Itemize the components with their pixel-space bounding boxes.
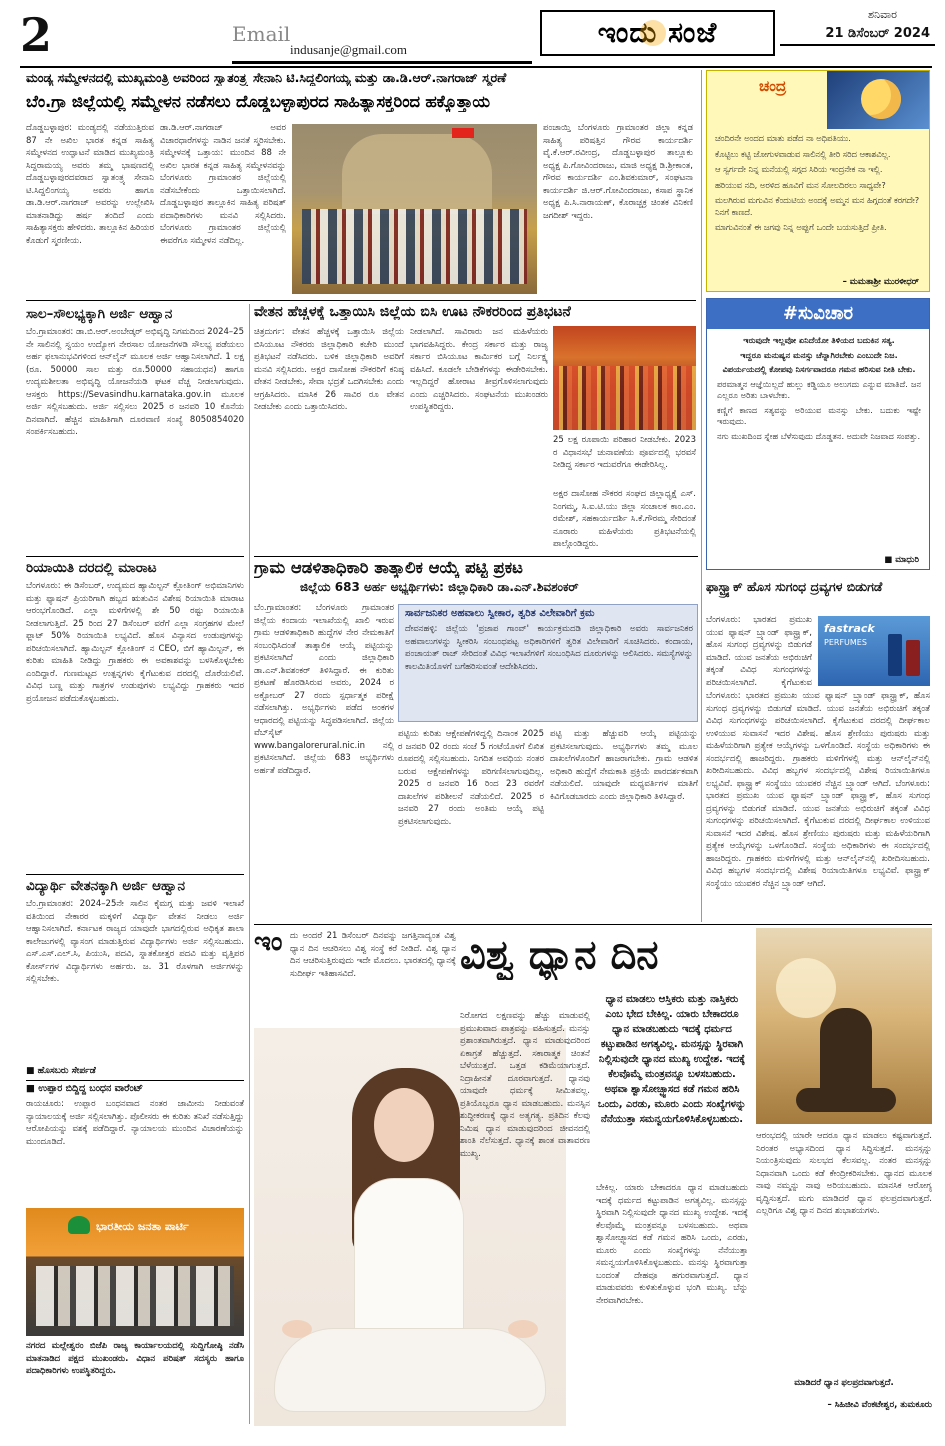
loan-headline: ಸಾಲ–ಸೌಲಭ್ಯಕ್ಕಾಗಿ ಅರ್ಜಿ ಆಹ್ವಾನ — [26, 306, 173, 322]
suvichara-line: ಇದ್ದರೂ ಮನುಷ್ಯನ ಮನಸ್ಸು ಚೆನ್ನಾಗಿರಬೇಕು ಎಂಬುದೇ ನಿಜ. — [740, 349, 898, 360]
sun-icon — [640, 20, 666, 46]
lead-kicker: ಮಂಡ್ಯ ಸಮ್ಮೇಳನದಲ್ಲಿ ಮುಖ್ಯಮಂತ್ರಿ ಅವರಿಂದ ಸ್ವಾತಂತ್ರ್ಯ ಸೇನಾನಿ ಟಿ.ಸಿದ್ದಲಿಂಗಯ್ಯ ಮತ್ತು ಡಾ.ಡಿ.ಆರ್.ನಾಗರಾಜ್ ಸ್ಮರಣೆ — [26, 70, 507, 85]
salary-column-2: ನೀಡಲಾಗಿದೆ. ಸಾವಿರಾರು ಜನ ಮಹಿಳೆಯರು ಭಾಗವಹಿಸಿದ್ದರು. ಕೇಂದ್ರ ಸರ್ಕಾರ ಮತ್ತು ರಾಜ್ಯ ಸರ್ಕಾರ ಬಿಸಿಯೂಟ ಕಾರ್ಮಿಕರ ಬಗ್ಗೆ ನಿರ್ಲಕ್ಷ್ಯ ವಹಿಸಿದೆ. ಕೂಡಲೇ ಬೇಡಿಕೆಗಳನ್ನು ಈಡೇರಿಸಬೇಕು. ಇಲ್ಲದಿದ್ದರೆ ಹೋರಾಟ ತೀವ್ರಗೊಳಿಸಲಾಗುವುದು ಎಂದು ಎಚ್ಚರಿಸಿದರು. ಸಂಘಟನೆಯ ಮುಖಂಡರು ಉಪಸ್ಥಿತರಿದ್ದರು. — [410, 327, 548, 412]
warrant-tag: ■ ಹೊಸಬರು ಸೇರ್ಪಡೆ — [26, 1066, 96, 1076]
chandra-title: ಚಂದ್ರ — [759, 77, 787, 95]
meditation-top-rule — [254, 924, 932, 925]
meditation-column-b: ಬೇಕಿಲ್ಲ. ಯಾರು ಬೇಕಾದರೂ ಧ್ಯಾನ ಮಾಡಬಹುದು ಇದಕ್ಕೆ ಧರ್ಮದ ಕಟ್ಟುಪಾಡಿನ ಅಗತ್ಯವಿಲ್ಲ. ಮನಸ್ಸನ್ನು ಸ್ಥಿರವಾಗಿ ನಿಲ್ಲಿಸುವುದೇ ಧ್ಯಾನದ ಮುಖ್ಯ ಉದ್ದೇಶ. ಇದಕ್ಕೆ ಕೆಲವೊಮ್ಮೆ ಮಂತ್ರವನ್ನೂ ಬಳಸಬಹುದು. ಅಥವಾ ಶ್ವಾಸೋಚ್ಛ್ವಾಸದ ಕಡೆ ಗಮನ ಹರಿಸಿ ಒಂದು, ಎರಡು, ಮೂರು ಎಂದು ಸಂಖ್ಯೆಗಳನ್ನು ನೆನೆಯುತ್ತಾ ಸಮನ್ವಯಗೊಳಿಸಿಕೊಳ್ಳಬಹುದು. ಮನಸ್ಸು ಸ್ಥಿರವಾಗುತ್ತಾ ಬಂದಂತೆ ದೇಹವೂ ಹಗುರವಾಗುತ್ತದೆ. ಧ್ಯಾನ ಮಾಡುವವರು ಕುಳಿತುಕೊಳ್ಳುವ ಭಂಗಿ ಮುಖ್ಯ. ಬೆನ್ನು ನೇರವಾಗಿರಬೇಕು. — [596, 1183, 748, 1306]
suvichara-line: ಪರಮಾತ್ಮನ ಆಜ್ಞೆಯಿಲ್ಲದೆ ಹುಲ್ಲು ಕಡ್ಡಿಯೂ ಅಲುಗದು ಎನ್ನುವ ಮಾತಿದೆ. ಜನ ಎಲ್ಲರೂ ಅರಿತು ಬಾಳಬೇಕು. — [717, 378, 921, 400]
meditation-dropcap: ಇಂ — [254, 927, 283, 957]
suvichara-title: #ಸುವಿಚಾರ — [707, 299, 929, 329]
meditation-column-a: ನಿರೋಗದ ಲಕ್ಷಣವನ್ನು ಹೆಚ್ಚು ಮಾಡುವಲ್ಲಿ ಪ್ರಮುಖವಾದ ಪಾತ್ರವನ್ನು ವಹಿಸುತ್ತದೆ. ಮನಸ್ಸು ಪ್ರಶಾಂತವಾಗಿರುತ್ತದೆ. ಧ್ಯಾನ ಮಾಡುವುದರಿಂದ ಏಕಾಗ್ರತೆ ಹೆಚ್ಚುತ್ತದೆ. ಸಕಾರಾತ್ಮಕ ಚಿಂತನೆ ಬೆಳೆಯುತ್ತದೆ. ಒತ್ತಡ ಕಡಿಮೆಯಾಗುತ್ತದೆ. ನಿದ್ರಾಹೀನತೆ ದೂರವಾಗುತ್ತದೆ. ಧ್ಯಾನವು ಯಾವುದೇ ಧರ್ಮಕ್ಕೆ ಸೀಮಿತವಲ್ಲ. ಪ್ರತಿಯೊಬ್ಬರೂ ಧ್ಯಾನ ಮಾಡಬಹುದು. ಮನಸ್ಸಿನ ಶುದ್ಧೀಕರಣಕ್ಕೆ ಧ್ಯಾನ ಅತ್ಯಗತ್ಯ. ಪ್ರತಿದಿನ ಕೆಲವು ನಿಮಿಷ ಧ್ಯಾನ ಮಾಡುವುದರಿಂದ ಜೀವನದಲ್ಲಿ ಶಾಂತಿ ನೆಲೆಸುತ್ತದೆ. ಧ್ಯಾನಕ್ಕೆ ಶಾಂತ ವಾತಾವರಣ ಮುಖ್ಯ. — [460, 1011, 590, 1159]
public-grievance-box — [398, 604, 698, 722]
discount-headline: ರಿಯಾಯಿತಿ ದರದಲ್ಲಿ ಮಾರಾಟ — [26, 560, 157, 576]
lotus-icon — [68, 1216, 90, 1234]
torso — [354, 1178, 464, 1348]
meditation-closing: ಮಾಡಿದರೆ ಧ್ಯಾನ ಫಲಪ್ರದವಾಗುತ್ತದೆ. — [794, 1378, 894, 1388]
fastrack-ad-line: PERFUMES — [824, 638, 867, 647]
lead-column-2: ಡಾ.ಡಿ.ಆರ್.ನಾಗರಾಜ್ ಅವರ ವಿಚಾರಧಾರೆಗಳನ್ನು ನಾಡಿನ ಜನತೆ ಸ್ಮರಿಸಬೇಕು. ಸಮ್ಮೇಳನಕ್ಕೆ ಒತ್ತಾಯ: ಮುಂದಿನ 88 ನೇ ಅಖಿಲ ಭಾರತ ಕನ್ನಡ ಸಾಹಿತ್ಯ ಸಮ್ಮೇಳನವನ್ನು ಬೆಂಗಳೂರು ಗ್ರಾಮಾಂತರ ಜಿಲ್ಲೆಯಲ್ಲಿ ನಡೆಸಬೇಕೆಂದು ಒತ್ತಾಯಿಸಲಾಗಿದೆ. ದೊಡ್ಡಬಳ್ಳಾಪುರ ತಾಲ್ಲೂಕಿನ ಸಾಹಿತ್ಯ ಪರಿಷತ್ ಪದಾಧಿಕಾರಿಗಳು ಮನವಿ ಸಲ್ಲಿಸಿದರು. ಬೆಂಗಳೂರು ಗ್ರಾಮಾಂತರ ಜಿಲ್ಲೆಯಲ್ಲಿ ಈವರೆಗೂ ಸಮ್ಮೇಳನ ನಡೆದಿಲ್ಲ. — [160, 123, 286, 246]
suvichara-line: ಕಣ್ಣಿಗೆ ಕಾಣದ ಸತ್ಯವನ್ನು ಅರಿಯುವ ಮನಸ್ಸು ಬೇಕು. ಬದುಕು ಇಷ್ಟೇ ಇರುವುದು. — [717, 404, 921, 426]
fastrack-body-cont — [706, 690, 930, 922]
lead-column-3: ಪಂಚಾಯ್ತಿ ಬೆಂಗಳೂರು ಗ್ರಾಮಾಂತರ ಜಿಲ್ಲಾ ಕನ್ನಡ ಸಾಹಿತ್ಯ ಪರಿಷತ್ತಿನ ಗೌರವ ಕಾರ್ಯದರ್ಶಿ ವೈ.ಕೆ.ಆರ್.ರವೀಂದ್ರ, ದೊಡ್ಡಬಳ್ಳಾಪುರ ತಾಲ್ಲೂಕು ಅಧ್ಯಕ್ಷ ಪಿ.ಗೋವಿಂದರಾಜು, ಮಾಜಿ ಅಧ್ಯಕ್ಷ ಡಿ.ಶ್ರೀಕಾಂತ, ಗೌರವ ಕಾರ್ಯದರ್ಶಿ ಎಂ.ಶಿವಕುಮಾರ್, ಸಂಘಟನಾ ಕಾರ್ಯದರ್ಶಿ ಜಿ.ಆರ್.ಗೋವಿಂದರಾಜು, ಕಸಾಪ ಸ್ಥಾನಿಕ ಅಧ್ಯಕ್ಷ ಪಿ.ಸಿ.ನಾರಾಯಣ್, ಕೊರಾಚ್ಚಕ್ರ ಚಿಂತಕ ವಿನಿಕಣಿ ಜಗದೀಶ್ ಇದ್ದರು. — [543, 123, 693, 221]
salary-column-3: ಅಕ್ಷರ ದಾಸೋಹ ನೌಕರರ ಸಂಘದ ಜಿಲ್ಲಾಧ್ಯಕ್ಷೆ ಎಸ್. ನಿಂಗಮ್ಮ, ಸಿ.ಐ.ಟಿ.ಯು ಜಿಲ್ಲಾ ಸಂಚಾಲಕ ಕಾಂ.ಎಂ. ರಮೇಶ್, ಸಹಕಾರ್ಯದರ್ಶಿ ಸಿ.ಕೆ.ಗೌರಮ್ಮ ಸೇರಿದಂತೆ ನೂರಾರು ಮಹಿಳೆಯರು ಪ್ರತಿಭಟನೆಯಲ್ಲಿ ಪಾಲ್ಗೊಂಡಿದ್ದರು. — [553, 489, 696, 549]
fastrack-brand: fastrack — [824, 622, 875, 635]
email-address: indusanje@gmail.com — [290, 42, 408, 57]
lead-bottom-rule — [26, 300, 696, 301]
suvichara-line: ಇರುವುದೇ ಇಲ್ಲವೋ ಏನಿದೆಯೋ ತಿಳಿಯದ ಬದುಕಿನ ಸತ್ಯ. — [743, 335, 895, 345]
column-divider — [701, 70, 702, 922]
flag-icon — [452, 128, 474, 138]
suvichara-line: ವಿಪರ್ಯಯದಲ್ಲಿ ಕೋಪವು ನಿಸರ್ಗವಾದರೂ ಗಮನ ಹರಿಸುವ ನೀತಿ ಬೇಕು. — [722, 364, 916, 374]
top-rule — [20, 66, 932, 68]
silhouette-figure — [820, 1008, 872, 1098]
chandra-box — [706, 70, 930, 292]
fastrack-body-text: ಬೆಂಗಳೂರು: ಭಾರತದ ಪ್ರಮುಖ ಯುವ ಫ್ಯಾಷನ್ ಬ್ರ್ಯಾಂಡ್ ಫಾಸ್ಟ್ರ್ಯಾಕ್, ಹೊಸ ಸುಗಂಧ ದ್ರವ್ಯಗಳನ್ನು ಬಿಡುಗಡೆ ಮಾಡಿದೆ. ಯುವ ಜನತೆಯ ಅಭಿರುಚಿಗೆ ತಕ್ಕಂತೆ ವಿವಿಧ ಸುಗಂಧಗಳನ್ನು ಪರಿಚಯಿಸಲಾಗಿದೆ. ಕೈಗೆಟುಕುವ ದರದಲ್ಲಿ ದೀರ್ಘಕಾಲ ಉಳಿಯುವ ಸುವಾಸನೆ ಇದರ ವಿಶೇಷ. ಹೊಸ ಶ್ರೇಣಿಯು ಪುರುಷರು ಮತ್ತು ಮಹಿಳೆಯರಿಗಾಗಿ ಪ್ರತ್ಯೇಕ ಆಯ್ಕೆಗಳನ್ನು ಒಳಗೊಂಡಿದೆ. ಸಂಸ್ಥೆಯ ಅಧಿಕಾರಿಗಳು ಈ ಸಂದರ್ಭದಲ್ಲಿ ಹಾಜರಿದ್ದರು. ಗ್ರಾಹಕರು ಮಳಿಗೆಗಳಲ್ಲಿ ಮತ್ತು ಆನ್‌ಲೈನ್‌ನಲ್ಲಿ ಖರೀದಿಸಬಹುದು. ವಿವಿಧ ಹಬ್ಬಗಳ ಸಂದರ್ಭದಲ್ಲಿ ವಿಶೇಷ ರಿಯಾಯಿತಿಗಳೂ ಲಭ್ಯವಿವೆ. ಫಾಸ್ಟ್ರ್ಯಾಕ್ ಸಂಸ್ಥೆಯು ಯುವಕರ ನೆಚ್ಚಿನ ಬ್ರ್ಯಾಂಡ್ ಆಗಿದೆ. — [706, 691, 930, 789]
village-subhead: ಜಿಲ್ಲೆಯ 683 ಅರ್ಹ ಅಭ್ಯರ್ಥಿಗಳು: ಜಿಲ್ಲಾಧಿಕಾರಿ ಡಾ.ಎನ್.ಶಿವಶಂಕರ್ — [300, 580, 579, 594]
chandra-poem — [715, 133, 923, 238]
masthead — [0, 0, 945, 66]
warrant-body: ರಾಯಚೂರು: ಉಪ್ಪಾರ ಬಂಧನವಾದ ನಂತರ ಜಾಮೀನು ನೀಡುವಂತೆ ನ್ಯಾಯಾಲಯಕ್ಕೆ ಅರ್ಜಿ ಸಲ್ಲಿಸಲಾಗಿತ್ತು. ಪೊಲೀಸರು ಈ ಕುರಿತು ತನಿಖೆ ನಡೆಸುತ್ತಿದ್ದು ಆರೋಪಿಯನ್ನು ವಶಕ್ಕೆ ಪಡೆದಿದ್ದಾರೆ. ನ್ಯಾಯಾಲಯ ಮುಂದಿನ ವಿಚಾರಣೆಯನ್ನು ಮುಂದೂಡಿದೆ. — [26, 1099, 244, 1147]
crowd — [553, 366, 696, 430]
fastrack-body-text-2: ಬೆಂಗಳೂರು: ಭಾರತದ ಪ್ರಮುಖ ಯುವ ಫ್ಯಾಷನ್ ಬ್ರ್ಯಾಂಡ್ ಫಾಸ್ಟ್ರ್ಯಾಕ್, ಹೊಸ ಸುಗಂಧ ದ್ರವ್ಯಗಳನ್ನು ಬಿಡುಗಡೆ ಮಾಡಿದೆ. ಯುವ ಜನತೆಯ ಅಭಿರುಚಿಗೆ ತಕ್ಕಂತೆ ವಿವಿಧ ಸುಗಂಧಗಳನ್ನು ಪರಿಚಯಿಸಲಾಗಿದೆ. ಕೈಗೆಟುಕುವ ದರದಲ್ಲಿ ದೀರ್ಘಕಾಲ ಉಳಿಯುವ ಸುವಾಸನೆ ಇದರ ವಿಶೇಷ. ಹೊಸ ಶ್ರೇಣಿಯು ಪುರುಷರು ಮತ್ತು ಮಹಿಳೆಯರಿಗಾಗಿ ಪ್ರತ್ಯೇಕ ಆಯ್ಕೆಗಳನ್ನು ಒಳಗೊಂಡಿದೆ. ಸಂಸ್ಥೆಯ ಅಧಿಕಾರಿಗಳು ಈ ಸಂದರ್ಭದಲ್ಲಿ ಹಾಜರಿದ್ದರು. ಗ್ರಾಹಕರು ಮಳಿಗೆಗಳಲ್ಲಿ ಮತ್ತು ಆನ್‌ಲೈನ್‌ನಲ್ಲಿ ಖರೀದಿಸಬಹುದು. ವಿವಿಧ ಹಬ್ಬಗಳ ಸಂದರ್ಭದಲ್ಲಿ ವಿಶೇಷ ರಿಯಾಯಿತಿಗಳೂ ಲಭ್ಯವಿವೆ. ಫಾಸ್ಟ್ರ್ಯಾಕ್ ಸಂಸ್ಥೆಯು ಯುವಕರ ನೆಚ್ಚಿನ ಬ್ರ್ಯಾಂಡ್ ಆಗಿದೆ. — [706, 778, 930, 889]
meditation-title: ವಿಶ್ವ ಧ್ಯಾನ ದಿನ — [460, 932, 659, 978]
bjp-banner-text: ಭಾರತೀಯ ಜನತಾ ಪಾರ್ಟಿ — [96, 1220, 189, 1233]
meditation-pull-quote: ಧ್ಯಾನ ಮಾಡಲು ಆಸ್ತಿಕರು ಮತ್ತು ನಾಸ್ತಿಕರು ಎಂಬ ಭೇದ ಬೇಕಿಲ್ಲ. ಯಾರು ಬೇಕಾದರೂ ಧ್ಯಾನ ಮಾಡಬಹುದು ಇದಕ್ಕೆ ಧರ್ಮದ ಕಟ್ಟುಪಾಡಿನ ಅಗತ್ಯವಿಲ್ಲ. ಮನಸ್ಸನ್ನು ಸ್ಥಿರವಾಗಿ ನಿಲ್ಲಿಸುವುದೇ ಧ್ಯಾನದ ಮುಖ್ಯ ಉದ್ದೇಶ. ಇದಕ್ಕೆ ಕೆಲವೊಮ್ಮೆ ಮಂತ್ರವನ್ನೂ ಬಳಸಬಹುದು. ಅಥವಾ ಶ್ವಾಸೋಚ್ಛ್ವಾಸದ ಕಡೆ ಗಮನ ಹರಿಸಿ ಒಂದು, ಎರಡು, ಮೂರು ಎಂದು ಸಂಖ್ಯೆಗಳನ್ನು ನೆನೆಯುತ್ತಾ ಸಮನ್ವಯಗೊಳಿಸಿಕೊಳ್ಳಬಹುದು. — [597, 994, 747, 1125]
village-column-1: ಬೆಂ.ಗ್ರಾಮಾಂತರ: ಬೆಂಗಳೂರು ಗ್ರಾಮಾಂತರ ಜಿಲ್ಲೆಯ ಕಂದಾಯ ಇಲಾಖೆಯಲ್ಲಿ ಖಾಲಿ ಇರುವ ಗ್ರಾಮ ಆಡಳಿತಾಧಿಕಾರಿ ಹುದ್ದೆಗಳ ನೇರ ನೇಮಕಾತಿಗೆ ಸಂಬಂಧಿಸಿದಂತೆ ತಾತ್ಕಾಲಿಕ ಆಯ್ಕೆ ಪಟ್ಟಿಯನ್ನು ಪ್ರಕಟಿಸಲಾಗಿದೆ ಎಂದು ಜಿಲ್ಲಾಧಿಕಾರಿ ಡಾ.ಎನ್.ಶಿವಶಂಕರ್ ತಿಳಿಸಿದ್ದಾರೆ. ಈ ಕುರಿತು ಪ್ರಕಟಣೆ ಹೊರಡಿಸಿರುವ ಅವರು, 2024 ರ ಅಕ್ಟೋಬರ್ 27 ರಂದು ಸ್ಪರ್ಧಾತ್ಮಕ ಪರೀಕ್ಷೆ ನಡೆಸಲಾಗಿತ್ತು. ಅಭ್ಯರ್ಥಿಗಳು ಪಡೆದ ಅಂಕಗಳ ಆಧಾರದಲ್ಲಿ ಪಟ್ಟಿಯನ್ನು ಸಿದ್ಧಪಡಿಸಲಾಗಿದೆ. ಜಿಲ್ಲೆಯ ವೆಬ್‌ಸೈಟ್ www.bangalorerural.nic.in ನಲ್ಲಿ ಪ್ರಕಟಿಸಲಾಗಿದೆ. ಜಿಲ್ಲೆಯ 683 ಅಭ್ಯರ್ಥಿಗಳು ಅರ್ಹತೆ ಪಡೆದಿದ್ದಾರೆ. — [254, 603, 394, 776]
poem-line: ಕೊಟ್ಟಿಲು ಕಟ್ಟಿ ಜೋಗುಳವಾಡುವ ಸಾಲಿನಲ್ಲಿ ತೀರಿ ಸರಿದ ಆಕಾಶವಿಲ್ಲ. — [715, 148, 891, 159]
sun-glow — [776, 958, 836, 1018]
lead-photo — [292, 124, 537, 294]
salary-rule — [254, 556, 698, 557]
poem-line: ಮಲಗಿರುವ ಮಗುವಿನ ಕೆಂದುಟಿಯ ಅಂದಕ್ಕೆ ಅಮ್ಮನ ಮನ ಹಿಗ್ಗದಂತೆ ಕರಗದೇ? ನಿನಗೆ ಕಾಣದೆ. — [715, 195, 920, 217]
poem-line: ಹರಿಯುವ ನದಿ, ಅರಳಿದ ಹೂವಿಗೆ ಮನ ಸೋಲದಿರಲು ಸಾಧ್ಯವೇ? — [715, 179, 886, 190]
bjp-photo-caption: ನಗರದ ಮಲ್ಲೇಶ್ವರಂ ಬಿಜೆಪಿ ರಾಜ್ಯ ಕಾರ್ಯಾಲಯದಲ್ಲಿ ಸುದ್ದಿಗೋಷ್ಠಿ ನಡೆಸಿ ಮಾತನಾಡಿದ ಪಕ್ಷದ ಮುಖಂಡರು. ವಿಧಾನ ಪರಿಷತ್ ಸದಸ್ಯರು ಹಾಗೂ ಪದಾಧಿಕಾರಿಗಳು ಉಪಸ್ಥಿತರಿದ್ದರು. — [26, 1341, 244, 1376]
meditation-intro: ದು ಅಂದರೆ 21 ಡಿಸೆಂಬರ್ ದಿನವನ್ನು ಜಗತ್ತಿನಾದ್ಯಂತ ವಿಶ್ವ ಧ್ಯಾನ ದಿನ ಆಚರಿಸಲು ವಿಶ್ವ ಸಂಸ್ಥೆ ಕರೆ ನೀಡಿದೆ. ವಿಶ್ವ ಧ್ಯಾನ ದಿನ ಆಚರಿಸುತ್ತಿರುವುದು ಇದೇ ಮೊದಲು. ಭಾರತದಲ್ಲಿ ಧ್ಯಾನಕ್ಕೆ ಸುದೀರ್ಘ ಇತಿಹಾಸವಿದೆ. — [290, 931, 456, 979]
email-label: Email — [232, 22, 291, 46]
poem-line: ಆ ಸ್ವರ್ಗದೇ ನಿನ್ನ ಮನೆಯಲ್ಲಿ ಸಗ್ಗದ ಸಿರಿಯ ಇಂದ್ರನೇಕ ನಾ ಇಲ್ಲಿ. — [715, 164, 883, 174]
suvichara-line: ನಗು ಮುಖದಿಂದ ಸ್ನೇಹ ಬೆಳೆಸುವುದು ದೊಡ್ಡತನ. ಅದುವೇ ನಿಜವಾದ ಸಂಪತ್ತು. — [717, 430, 921, 441]
masthead-rule-left — [232, 61, 532, 64]
protest-photo-caption: 25 ಲಕ್ಷ ರೂಪಾಯಿ ಪರಿಹಾರ ನೀಡಬೇಕು. 2023 ರ ವಿಧಾನಸಭೆ ಚುನಾವಣೆಯ ಪೂರ್ವದಲ್ಲಿ ಭರವಸೆ ನೀಡಿದ್ದ ಸರ್ಕಾರ ಇದುವರೆಗೂ ಈಡೇರಿಸಿಲ್ಲ. — [553, 435, 696, 470]
suvichara-author: ■ ಮಾಧುರಿ — [884, 555, 919, 565]
moon-illustration — [827, 71, 929, 129]
group-of-people — [302, 209, 527, 284]
people-at-table — [36, 1266, 234, 1326]
page-number: 2 — [20, 8, 53, 62]
suvichara-body — [717, 335, 921, 442]
meditation-column-c: ಆರಂಭದಲ್ಲಿ ಯಾರೇ ಆದರೂ ಧ್ಯಾನ ಮಾಡಲು ಕಷ್ಟವಾಗುತ್ತದೆ. ನಿರಂತರ ಅಭ್ಯಾಸದಿಂದ ಧ್ಯಾನ ಸಿದ್ಧಿಸುತ್ತದೆ. ಮನಸ್ಸನ್ನು ನಿಯಂತ್ರಿಸುವುದು ಸುಲಭದ ಕೆಲಸವಲ್ಲ. ನಂತರ ಮನಸ್ಸನ್ನು ನಿಧಾನವಾಗಿ ಒಂದು ಕಡೆ ಕೇಂದ್ರೀಕರಿಸಬೇಕು. ಧ್ಯಾನದ ಮೂಲಕ ನಾವು ನಮ್ಮನ್ನು ನಾವು ಅರಿಯಬಹುದು. ಮಾನಸಿಕ ಆರೋಗ್ಯ ವೃದ್ಧಿಸುತ್ತದೆ. ಮಗು ಮಾಡಿದರೆ ಧ್ಯಾನ ಫಲಪ್ರದವಾಗುತ್ತದೆ. ಎಲ್ಲರಿಗೂ ವಿಶ್ವ ಧ್ಯಾನ ದಿನದ ಶುಭಾಶಯಗಳು. — [756, 1131, 932, 1216]
fastrack-ad-image — [818, 616, 930, 686]
masthead-rule-right — [780, 44, 935, 46]
village-column-3: ಪಟ್ಟಿ ಮತ್ತು ಹೆಚ್ಚುವರಿ ಆಯ್ಕೆ ಪಟ್ಟಿಯನ್ನು ಪ್ರಕಟಿಸಲಾಗುವುದು. ಅಭ್ಯರ್ಥಿಗಳು ತಮ್ಮ ಮೂಲ ದಾಖಲೆಗಳೊಂದಿಗೆ ಹಾಜರಾಗಬೇಕು. ಗ್ರಾಮ ಆಡಳಿತ ಅಧಿಕಾರಿ ಹುದ್ದೆಗೆ ನೇಮಕಾತಿ ಪ್ರಕ್ರಿಯೆ ಪಾರದರ್ಶಕವಾಗಿ ನಡೆಯಲಿದೆ. ಯಾವುದೇ ಮಧ್ಯವರ್ತಿಗಳ ಮಾತಿಗೆ ಕಿವಿಗೊಡಬಾರದು ಎಂದು ಜಿಲ್ಲಾಧಿಕಾರಿ ತಿಳಿಸಿದ್ದಾರೆ. — [550, 729, 698, 802]
lead-headline: ಬೆಂ.ಗ್ರಾ ಜಿಲ್ಲೆಯಲ್ಲಿ ಸಮ್ಮೇಳನ ನಡೆಸಲು ದೊಡ್ಡಬಳ್ಳಾಪುರದ ಸಾಹಿತ್ಯಾಸಕ್ತರಿಂದ ಹಕ್ಕೊತ್ತಾಯ — [26, 92, 490, 111]
hand-left — [282, 1320, 312, 1338]
protest-photo — [553, 326, 696, 430]
village-headline: ಗ್ರಾಮ ಆಡಳಿತಾಧಿಕಾರಿ ತಾತ್ಕಾಲಿಕ ಆಯ್ಕೆ ಪಟ್ಟಿ ಪ್ರಕಟ — [254, 558, 523, 577]
warrant-rule — [26, 1080, 244, 1081]
lead-column-1: ದೊಡ್ಡಬಳ್ಳಾಪುರ: ಮಂಡ್ಯದಲ್ಲಿ ನಡೆಯುತ್ತಿರುವ 87 ನೇ ಅಖಿಲ ಭಾರತ ಕನ್ನಡ ಸಾಹಿತ್ಯ ಸಮ್ಮೇಳನದ ಉದ್ಘಾಟನೆ ಮಾಡಿದ ಮುಖ್ಯಮಂತ್ರಿ ಸಿದ್ದರಾಮಯ್ಯ ಅವರು ತಮ್ಮ ಭಾಷಣದಲ್ಲಿ ದೊಡ್ಡಬಳ್ಳಾಪುರದವರಾದ ಸ್ವಾತಂತ್ರ್ಯ ಸೇನಾನಿ ಟಿ.ಸಿದ್ದಲಿಂಗಯ್ಯ ಅವರು ಹಾಗೂ ಡಾ.ಡಿ.ಆರ್.ನಾಗರಾಜ್ ಅವರನ್ನು ಉಲ್ಲೇಖಿಸಿ ಮಾತನಾಡಿದ್ದು ಹರ್ಷ ತಂದಿದೆ ಎಂದು ಸಾಹಿತ್ಯಾಸಕ್ತರು ಹೇಳಿದರು. ತಾಲ್ಲೂಕಿನ ಹಿರಿಯರ ಕೊಡುಗೆ ಸ್ಮರಣೀಯ. — [26, 123, 154, 246]
paper-name-logo — [540, 10, 775, 56]
loan-rule — [26, 556, 244, 557]
village-column-2: ಪಟ್ಟಿಯ ಕುರಿತು ಆಕ್ಷೇಪಣೆಗಳಿದ್ದಲ್ಲಿ ದಿನಾಂಕ 2025 ರ ಜನವರಿ 02 ರಂದು ಸಂಜೆ 5 ಗಂಟೆಯೊಳಗೆ ಲಿಖಿತ ರೂಪದಲ್ಲಿ ಸಲ್ಲಿಸಬಹುದು. ನಿಗದಿತ ಅವಧಿಯ ನಂತರ ಬರುವ ಆಕ್ಷೇಪಣೆಗಳನ್ನು ಪರಿಗಣಿಸಲಾಗುವುದಿಲ್ಲ. 2025 ರ ಜನವರಿ 16 ರಿಂದ 23 ರವರೆಗೆ ದಾಖಲೆಗಳ ಪರಿಶೀಲನೆ ನಡೆಯಲಿದೆ. 2025 ರ ಜನವರಿ 27 ರಂದು ಅಂತಿಮ ಆಯ್ಕೆ ಪಟ್ಟಿ ಪ್ರಕಟಿಸಲಾಗುವುದು. — [398, 729, 544, 827]
suvichara-box — [706, 298, 930, 570]
perfume-bottle-icon — [888, 634, 902, 676]
fastrack-headline: ಫಾಸ್ಟ್ರ್ಯಾಕ್ ಹೊಸ ಸುಗಂಧ ದ್ರವ್ಯಗಳ ಬಿಡುಗಡೆ — [706, 579, 883, 594]
fastrack-body: ಬೆಂಗಳೂರು: ಭಾರತದ ಪ್ರಮುಖ ಯುವ ಫ್ಯಾಷನ್ ಬ್ರ್ಯಾಂಡ್ ಫಾಸ್ಟ್ರ್ಯಾಕ್, ಹೊಸ ಸುಗಂಧ ದ್ರವ್ಯಗಳನ್ನು ಬಿಡುಗಡೆ ಮಾಡಿದೆ. ಯುವ ಜನತೆಯ ಅಭಿರುಚಿಗೆ ತಕ್ಕಂತೆ ವಿವಿಧ ಸುಗಂಧಗಳನ್ನು ಪರಿಚಯಿಸಲಾಗಿದೆ. ಕೈಗೆಟುಕುವ — [706, 615, 812, 688]
silhouette-legs — [796, 1088, 896, 1112]
salary-headline: ವೇತನ ಹೆಚ್ಚಳಕ್ಕೆ ಒತ್ತಾಯಿಸಿ ಜಿಲ್ಲೆಯ ಬಿಸಿ ಊಟ ನೌಕರರಿಂದ ಪ್ರತಿಭಟನೆ — [254, 304, 571, 320]
public-grievance-title: ಸಾರ್ವಜನಿಕರ ಅಹವಾಲು ಸ್ವೀಕಾರ, ತ್ವರಿತ ವಿಲೇವಾರಿಗೆ ಕ್ರಮ — [405, 608, 595, 619]
discount-rule — [26, 874, 244, 875]
paper-name: ಇಂದು ಸಂಜೆ — [597, 16, 718, 49]
weekday: ಶನಿವಾರ — [868, 8, 897, 21]
bjp-press-photo — [26, 1208, 244, 1336]
poem-line: ಮಾಗುವಿನಂತೆ ಈ ಜಗವು ನಿನ್ನ ಅಪ್ಪುಗೆ ಒಂದೇ ಬಯಸುತ್ತಿದೆ ಪ್ರೀತಿ. — [715, 222, 887, 232]
face — [374, 1088, 434, 1162]
poem-line: ಚಂದಿರನೇ ಅಂದದ ಮಾತು ಪಡೆದ ನಾ ಅಧಿಪತಿಯು. — [715, 133, 851, 143]
moon-icon — [861, 79, 901, 119]
salary-column-1: ಚಿತ್ರದುರ್ಗ: ವೇತನ ಹೆಚ್ಚಳಕ್ಕೆ ಒತ್ತಾಯಿಸಿ ಜಿಲ್ಲೆಯ ಬಿಸಿಯೂಟ ನೌಕರರು ಜಿಲ್ಲಾಧಿಕಾರಿ ಕಚೇರಿ ಮುಂದೆ ಪ್ರತಿಭಟನೆ ನಡೆಸಿದರು. ಬಳಿಕ ಜಿಲ್ಲಾಧಿಕಾರಿ ಅವರಿಗೆ ಮನವಿ ಸಲ್ಲಿಸಿದರು. ಅಕ್ಷರ ದಾಸೋಹ ನೌಕರರಿಗೆ ಕನಿಷ್ಠ ವೇತನ ನೀಡಬೇಕು, ಸೇವಾ ಭದ್ರತೆ ಒದಗಿಸಬೇಕು ಎಂದು ಆಗ್ರಹಿಸಿದರು. ಮಾಸಿಕ 26 ಸಾವಿರ ರೂ ವೇತನ ನೀಡಬೇಕು ಎಂದು ಒತ್ತಾಯಿಸಿದರು. — [254, 327, 404, 412]
issue-date: 21 ಡಿಸೆಂಬರ್ 2024 — [825, 26, 930, 41]
public-grievance-body: ದೇವನಹಳ್ಳಿ: ಜಿಲ್ಲೆಯ 'ಪ್ರಜಾಪ ಗಾಂವ್' ಕಾರ್ಯಕ್ರಮದಡಿ ಜಿಲ್ಲಾಧಿಕಾರಿ ಅವರು ಸಾರ್ವಜನಿಕರ ಅಹವಾಲುಗಳನ್ನು ಸ್ವೀಕರಿಸಿ ಸಂಬಂಧಪಟ್ಟ ಅಧಿಕಾರಿಗಳಿಗೆ ತ್ವರಿತ ವಿಲೇವಾರಿಗೆ ಸೂಚಿಸಿದರು. ಕಂದಾಯ, ಪಂಚಾಯತ್ ರಾಜ್ ಸೇರಿದಂತೆ ವಿವಿಧ ಇಲಾಖೆಗಳಿಗೆ ಸಂಬಂಧಿಸಿದ ದೂರುಗಳನ್ನು ಆಲಿಸಿದರು. ಸಮಸ್ಯೆಗಳನ್ನು ಕಾಲಮಿತಿಯೊಳಗೆ ಬಗೆಹರಿಸುವಂತೆ ಆದೇಶಿಸಿದರು. — [405, 624, 693, 672]
warrant-headline: ■ ಉಪ್ಪಾರ ಬಿದ್ದಿದ್ದ ಬಂಧನ ವಾರೆಂಟ್ — [26, 1083, 144, 1094]
scholarship-headline: ವಿದ್ಯಾರ್ಥಿ ವೇತನಕ್ಕಾಗಿ ಅರ್ಜಿ ಆಹ್ವಾನ — [26, 878, 186, 894]
arch-structure — [342, 134, 492, 214]
meditation-author: – ಸಿಹಿಜೀವಿ ವೆಂಕಟೇಶ್ವರ, ತುಮಕೂರು — [827, 1400, 932, 1410]
chandra-author: – ಮಮತಾಶ್ರೀ ಮುರಳೀಧರ್ — [842, 277, 919, 287]
discount-body: ಬೆಂಗಳೂರು: ಈ ಡಿಸೆಂಬರ್, ಉದ್ಯಮದ ಹ್ಯಾಮಿಲ್ಟನ್ ಕ್ಲೋತಿಂಗ್ ಅಭಿಮಾನಿಗಳು ಮತ್ತು ಫ್ಯಾಷನ್ ಪ್ರಿಯರಿಗಾಗಿ ಹಬ್ಬದ ಋತುವಿನ ವಿಶೇಷ ರಿಯಾಯಿತಿ ಮಾರಾಟ ಆರಂಭಗೊಂಡಿದೆ. ಎಲ್ಲಾ ಮಳಿಗೆಗಳಲ್ಲಿ ಶೇ 50 ರಷ್ಟು ರಿಯಾಯಿತಿ ನೀಡಲಾಗುತ್ತಿದೆ. 25 ರಿಂದ 27 ಡಿಸೆಂಬರ್ ವರೆಗೆ ಎಲ್ಲಾ ಸಂಗ್ರಹಗಳ ಮೇಲೆ ಫ್ಲಾಟ್ 50% ರಿಯಾಯಿತಿ ಲಭ್ಯವಿದೆ. ಹೊಸ ವಿನ್ಯಾಸದ ಉಡುಪುಗಳನ್ನು ಪರಿಚಯಿಸಲಾಗಿದೆ. ಹ್ಯಾಮಿಲ್ಟನ್ ಕ್ಲೋತಿಂಗ್ ನ CEO, ಬಿಗೆ ಹ್ಯಾಮಿಲ್ಟನ್, ಈ ಕುರಿತು ಮಾಹಿತಿ ನೀಡಿದ್ದು ಗ್ರಾಹಕರು ಈ ಅವಕಾಶವನ್ನು ಬಳಸಿಕೊಳ್ಳಬೇಕು ಎಂದಿದ್ದಾರೆ. ಗುಣಮಟ್ಟದ ಉತ್ಪನ್ನಗಳು ಕೈಗೆಟುಕುವ ದರದಲ್ಲಿ ದೊರೆಯಲಿವೆ. ವಿವಿಧ ಬಣ್ಣ ಮತ್ತು ಗಾತ್ರಗಳ ಉಡುಪುಗಳು ಲಭ್ಯವಿದ್ದು ಗ್ರಾಹಕರು ಇದರ ಪ್ರಯೋಜನ ಪಡೆದುಕೊಳ್ಳಬಹುದು. — [26, 581, 244, 704]
loan-body: ಬೆಂ.ಗ್ರಾಮಾಂತರ: ಡಾ.ಬಿ.ಆರ್.ಅಂಬೇಡ್ಕರ್ ಅಭಿವೃದ್ಧಿ ನಿಗಮದಿಂದ 2024–25 ನೇ ಸಾಲಿನಲ್ಲಿ ಸ್ವಯಂ ಉದ್ಯೋಗ ನೇರಸಾಲ ಯೋಜನೆಗಳಡಿ ಸೌಲಭ್ಯ ಪಡೆಯಲು ಅರ್ಹ ಫಲಾನುಭವಿಗಳಿಂದ ಆನ್‌ಲೈನ್ ಮೂಲಕ ಅರ್ಜಿ ಆಹ್ವಾನಿಸಲಾಗಿದೆ. 1 ಲಕ್ಷ (ರೂ. 50000 ಸಾಲ ಮತ್ತು ರೂ.50000 ಸಹಾಯಧನ) ಹಾಗೂ ಉದ್ಯಮಶೀಲತಾ ಅಭಿವೃದ್ಧಿ ಯೋಜನೆಯಡಿ ಘಟಕ ವೆಚ್ಚ ನೀಡಲಾಗುವುದು. ಆಸಕ್ತರು https://Sevasindhu.karnataka.gov.in ಮೂಲಕ ಅರ್ಜಿ ಸಲ್ಲಿಸಬಹುದು. ಅರ್ಜಿ ಸಲ್ಲಿಸಲು 2025 ರ ಜನವರಿ 10 ಕೊನೆಯ ದಿನವಾಗಿದೆ. ಹೆಚ್ಚಿನ ಮಾಹಿತಿಗಾಗಿ ದೂರವಾಣಿ ಸಂಖ್ಯೆ 8050854020 ಸಂಪರ್ಕಿಸಬಹುದು. — [26, 327, 244, 437]
perfume-bottle-icon — [906, 640, 920, 676]
scholarship-body: ಬೆಂ.ಗ್ರಾಮಾಂತರ: 2024–25ನೇ ಸಾಲಿನ ಕೈಮಗ್ಗ ಮತ್ತು ಜವಳಿ ಇಲಾಖೆ ವತಿಯಿಂದ ನೇಕಾರರ ಮಕ್ಕಳಿಗೆ ವಿದ್ಯಾರ್ಥಿ ವೇತನ ನೀಡಲು ಅರ್ಜಿ ಆಹ್ವಾನಿಸಲಾಗಿದೆ. ಕರ್ನಾಟಕ ರಾಜ್ಯದ ಯಾವುದೇ ಭಾಗದಲ್ಲಿರುವ ಅಧಿಕೃತ ಶಾಲಾ ಕಾಲೇಜುಗಳಲ್ಲಿ ವ್ಯಾಸಂಗ ಮಾಡುತ್ತಿರುವ ವಿದ್ಯಾರ್ಥಿಗಳು ಅರ್ಜಿ ಸಲ್ಲಿಸಬಹುದು. ಎಸ್.ಎಸ್.ಎಲ್.ಸಿ, ಪಿಯುಸಿ, ಪದವಿ, ಸ್ನಾತಕೋತ್ತರ ಪದವಿ ಮತ್ತು ವೃತ್ತಿಪರ ಕೋರ್ಸ್‌ಗಳ ವಿದ್ಯಾರ್ಥಿಗಳು ಅರ್ಹರು. ಜ. 31 ರೊಳಗಾಗಿ ಅರ್ಜಿಗಳನ್ನು ಸಲ್ಲಿಸಬೇಕು. — [26, 899, 244, 984]
column-divider — [249, 304, 250, 1424]
sunset-meditation-photo — [756, 928, 932, 1124]
